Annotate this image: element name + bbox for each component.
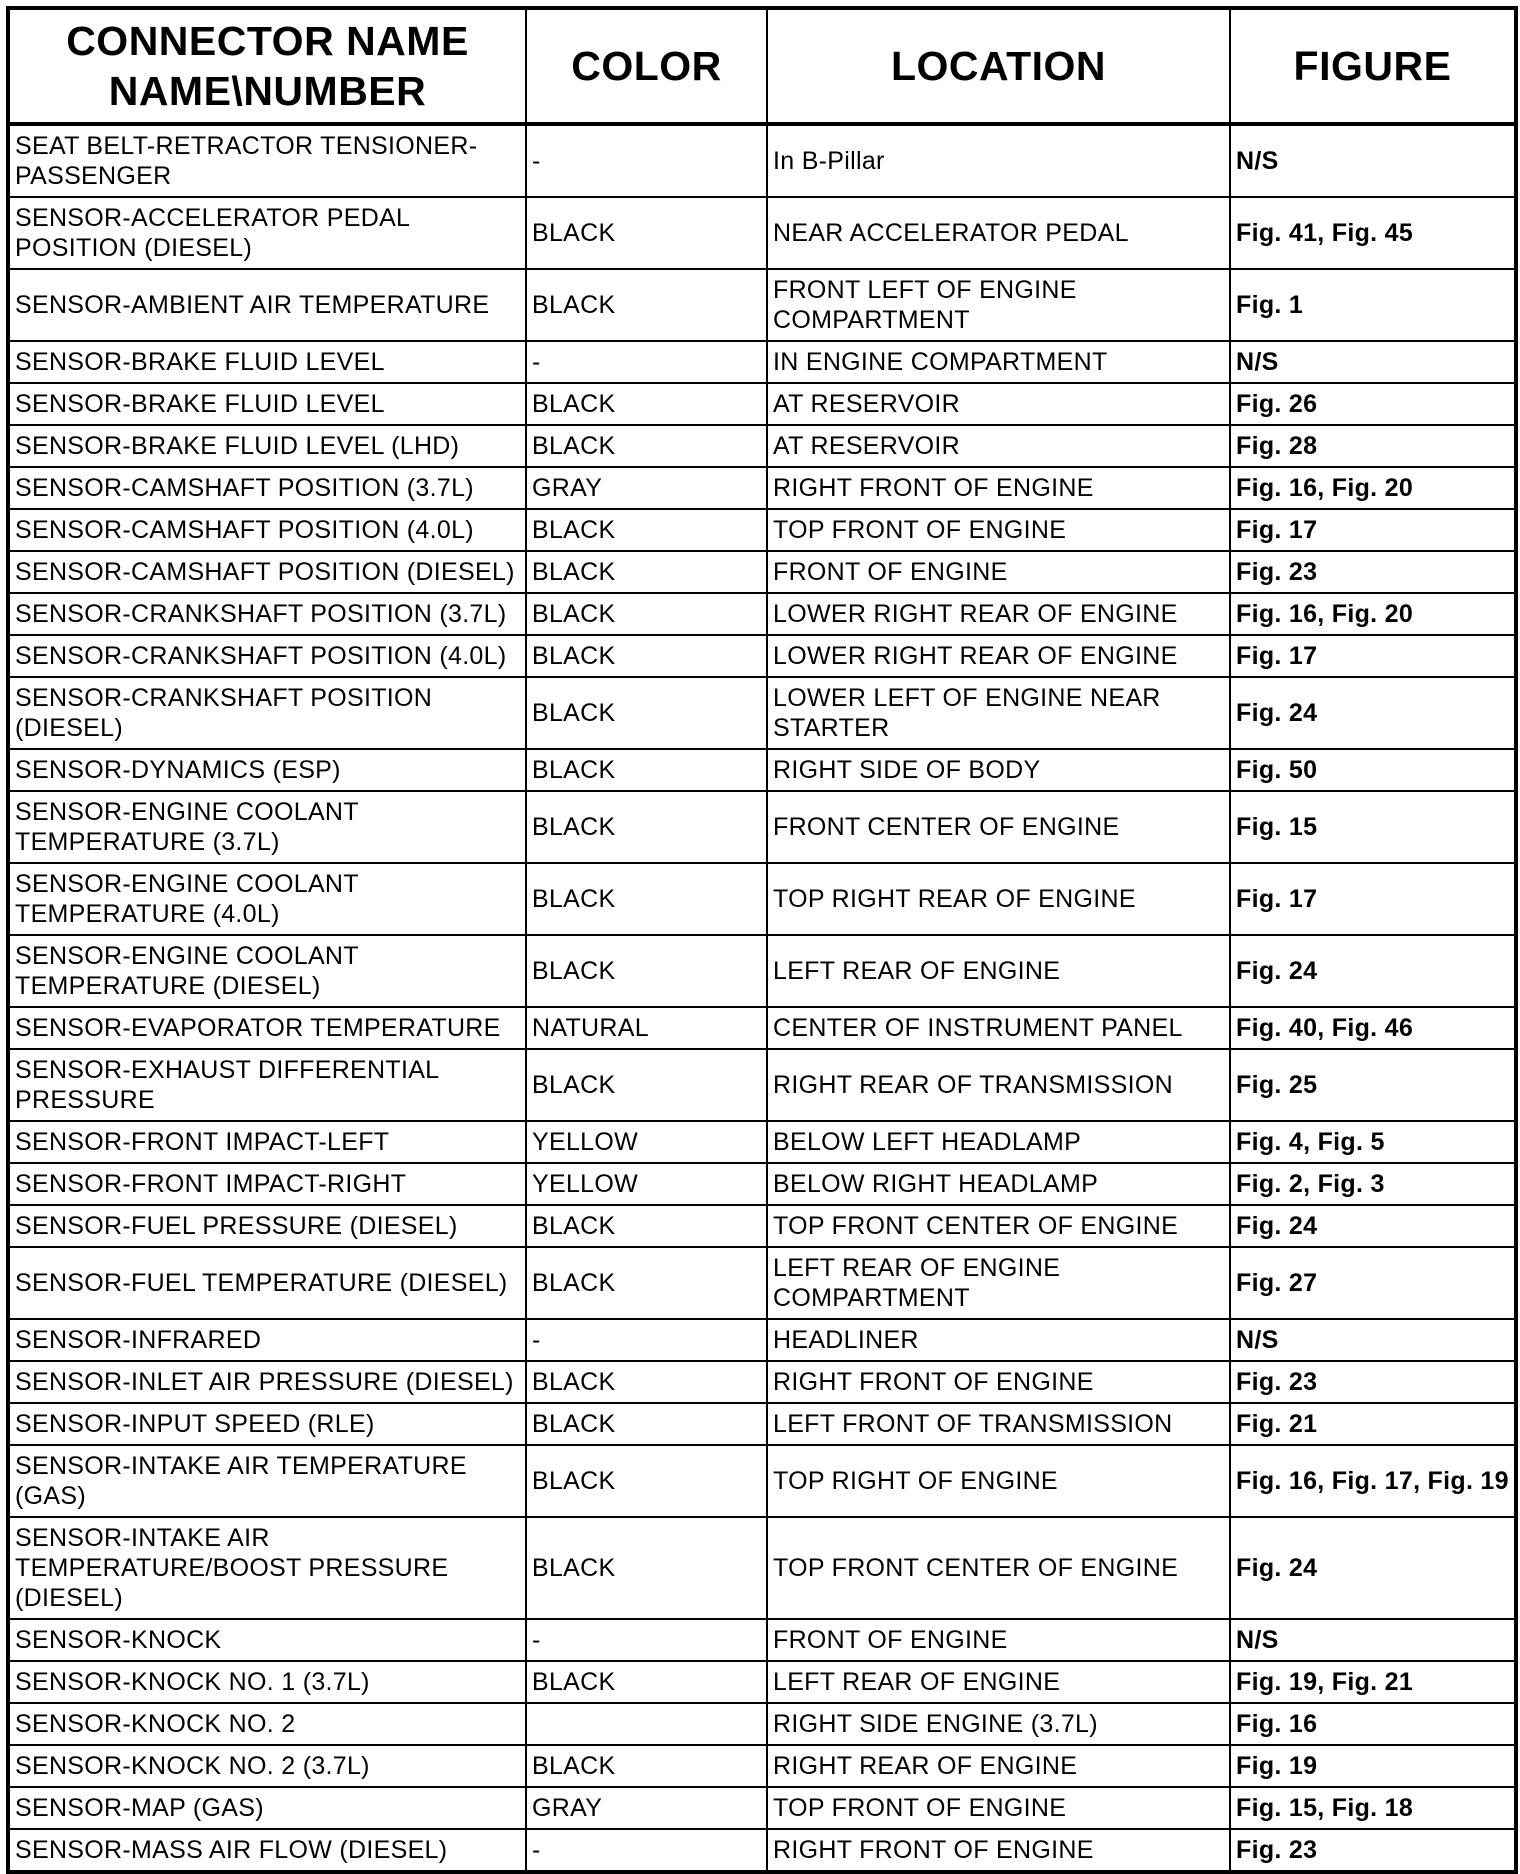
cell-location: LEFT REAR OF ENGINE COMPARTMENT: [767, 1247, 1230, 1319]
cell-name: SENSOR-FRONT IMPACT-RIGHT: [8, 1163, 526, 1205]
cell-location: AT RESERVOIR: [767, 425, 1230, 467]
cell-figure: Fig. 17: [1230, 509, 1516, 551]
cell-name: SENSOR-INLET AIR PRESSURE (DIESEL): [8, 1361, 526, 1403]
cell-color: BLACK: [526, 1403, 767, 1445]
cell-location: RIGHT REAR OF TRANSMISSION: [767, 1049, 1230, 1121]
header-color: COLOR: [526, 8, 767, 124]
cell-figure: Fig. 28: [1230, 425, 1516, 467]
cell-color: BLACK: [526, 383, 767, 425]
cell-name: SENSOR-FRONT IMPACT-LEFT: [8, 1121, 526, 1163]
table-row: [8, 935, 1516, 1007]
cell-name: SENSOR-CRANKSHAFT POSITION (DIESEL): [8, 677, 526, 749]
header-name: CONNECTOR NAME NAME\NUMBER: [8, 8, 526, 124]
cell-figure: Fig. 41, Fig. 45: [1230, 197, 1516, 269]
cell-location: LEFT REAR OF ENGINE: [767, 935, 1230, 1007]
cell-name: SENSOR-CAMSHAFT POSITION (3.7L): [8, 467, 526, 509]
cell-location: TOP FRONT CENTER OF ENGINE: [767, 1517, 1230, 1619]
cell-color: BLACK: [526, 1049, 767, 1121]
cell-figure: Fig. 15, Fig. 18: [1230, 1787, 1516, 1829]
cell-location: FRONT LEFT OF ENGINE COMPARTMENT: [767, 269, 1230, 341]
cell-color: -: [526, 1319, 767, 1361]
connector-table-page: [6, 6, 1518, 1874]
cell-name: SENSOR-CRANKSHAFT POSITION (3.7L): [8, 593, 526, 635]
cell-color: -: [526, 1829, 767, 1872]
table-row: [8, 677, 1516, 749]
cell-figure: N/S: [1230, 1619, 1516, 1661]
cell-location: RIGHT FRONT OF ENGINE: [767, 467, 1230, 509]
cell-figure: Fig. 25: [1230, 1049, 1516, 1121]
cell-figure: Fig. 24: [1230, 677, 1516, 749]
table-row: [8, 509, 1516, 551]
table-row: [8, 1745, 1516, 1787]
cell-color: BLACK: [526, 593, 767, 635]
cell-name: SENSOR-BRAKE FLUID LEVEL (LHD): [8, 425, 526, 467]
table-row: [8, 1007, 1516, 1049]
table-row: [8, 1661, 1516, 1703]
cell-figure: Fig. 24: [1230, 1517, 1516, 1619]
cell-name: SENSOR-CAMSHAFT POSITION (DIESEL): [8, 551, 526, 593]
cell-location: FRONT OF ENGINE: [767, 1619, 1230, 1661]
cell-color: BLACK: [526, 677, 767, 749]
cell-location: RIGHT FRONT OF ENGINE: [767, 1829, 1230, 1872]
cell-location: RIGHT SIDE OF BODY: [767, 749, 1230, 791]
cell-location: TOP FRONT OF ENGINE: [767, 509, 1230, 551]
header-row: [8, 8, 1516, 124]
cell-color: BLACK: [526, 1361, 767, 1403]
cell-figure: Fig. 23: [1230, 1361, 1516, 1403]
cell-color: YELLOW: [526, 1163, 767, 1205]
cell-figure: Fig. 2, Fig. 3: [1230, 1163, 1516, 1205]
cell-name: SENSOR-FUEL TEMPERATURE (DIESEL): [8, 1247, 526, 1319]
cell-location: BELOW LEFT HEADLAMP: [767, 1121, 1230, 1163]
cell-color: NATURAL: [526, 1007, 767, 1049]
table-row: [8, 341, 1516, 383]
cell-name: SENSOR-MASS AIR FLOW (DIESEL): [8, 1829, 526, 1872]
cell-name: SENSOR-EVAPORATOR TEMPERATURE: [8, 1007, 526, 1049]
cell-name: SENSOR-BRAKE FLUID LEVEL: [8, 383, 526, 425]
cell-figure: Fig. 19, Fig. 21: [1230, 1661, 1516, 1703]
cell-name: SENSOR-EXHAUST DIFFERENTIAL PRESSURE: [8, 1049, 526, 1121]
cell-location: RIGHT REAR OF ENGINE: [767, 1745, 1230, 1787]
cell-name: SENSOR-ENGINE COOLANT TEMPERATURE (4.0L): [8, 863, 526, 935]
table-row: [8, 1619, 1516, 1661]
cell-name: SENSOR-FUEL PRESSURE (DIESEL): [8, 1205, 526, 1247]
cell-name: SENSOR-INTAKE AIR TEMPERATURE (GAS): [8, 1445, 526, 1517]
cell-color: BLACK: [526, 1205, 767, 1247]
cell-figure: Fig. 15: [1230, 791, 1516, 863]
cell-location: LOWER RIGHT REAR OF ENGINE: [767, 593, 1230, 635]
cell-name: SEAT BELT-RETRACTOR TENSIONER-PASSENGER: [8, 124, 526, 197]
table-row: [8, 749, 1516, 791]
cell-location: IN ENGINE COMPARTMENT: [767, 341, 1230, 383]
cell-figure: Fig. 16, Fig. 17, Fig. 19: [1230, 1445, 1516, 1517]
cell-name: SENSOR-CAMSHAFT POSITION (4.0L): [8, 509, 526, 551]
cell-name: SENSOR-KNOCK NO. 1 (3.7L): [8, 1661, 526, 1703]
cell-location: In B-Pillar: [767, 124, 1230, 197]
cell-color: BLACK: [526, 635, 767, 677]
cell-figure: Fig. 23: [1230, 1829, 1516, 1872]
table-row: [8, 791, 1516, 863]
table-row: [8, 269, 1516, 341]
table-row: [8, 1319, 1516, 1361]
cell-figure: Fig. 23: [1230, 551, 1516, 593]
cell-name: SENSOR-INTAKE AIR TEMPERATURE/BOOST PRESSURE (DIESEL): [8, 1517, 526, 1619]
cell-name: SENSOR-CRANKSHAFT POSITION (4.0L): [8, 635, 526, 677]
cell-color: BLACK: [526, 1745, 767, 1787]
cell-location: TOP FRONT CENTER OF ENGINE: [767, 1205, 1230, 1247]
cell-figure: Fig. 26: [1230, 383, 1516, 425]
table-row: [8, 1517, 1516, 1619]
table-row: [8, 197, 1516, 269]
cell-location: HEADLINER: [767, 1319, 1230, 1361]
cell-color: BLACK: [526, 791, 767, 863]
cell-location: AT RESERVOIR: [767, 383, 1230, 425]
cell-figure: Fig. 17: [1230, 635, 1516, 677]
table-row: [8, 1361, 1516, 1403]
table-row: [8, 1205, 1516, 1247]
cell-name: SENSOR-KNOCK NO. 2: [8, 1703, 526, 1745]
table-row: [8, 1787, 1516, 1829]
cell-color: GRAY: [526, 1787, 767, 1829]
cell-location: RIGHT SIDE ENGINE (3.7L): [767, 1703, 1230, 1745]
cell-location: TOP RIGHT OF ENGINE: [767, 1445, 1230, 1517]
cell-color: BLACK: [526, 935, 767, 1007]
cell-figure: N/S: [1230, 1319, 1516, 1361]
cell-figure: Fig. 21: [1230, 1403, 1516, 1445]
cell-figure: Fig. 40, Fig. 46: [1230, 1007, 1516, 1049]
table-row: [8, 1829, 1516, 1872]
cell-name: SENSOR-ACCELERATOR PEDAL POSITION (DIESEL): [8, 197, 526, 269]
cell-color: BLACK: [526, 1517, 767, 1619]
cell-location: RIGHT FRONT OF ENGINE: [767, 1361, 1230, 1403]
cell-color: GRAY: [526, 467, 767, 509]
cell-figure: Fig. 19: [1230, 1745, 1516, 1787]
connector-table: [6, 6, 1518, 1874]
cell-location: FRONT CENTER OF ENGINE: [767, 791, 1230, 863]
cell-color: BLACK: [526, 425, 767, 467]
cell-location: LEFT FRONT OF TRANSMISSION: [767, 1403, 1230, 1445]
table-row: [8, 1247, 1516, 1319]
cell-color: BLACK: [526, 1661, 767, 1703]
table-row: [8, 863, 1516, 935]
cell-location: FRONT OF ENGINE: [767, 551, 1230, 593]
table-row: [8, 425, 1516, 467]
cell-figure: N/S: [1230, 124, 1516, 197]
cell-color: BLACK: [526, 269, 767, 341]
cell-color: BLACK: [526, 863, 767, 935]
cell-location: TOP FRONT OF ENGINE: [767, 1787, 1230, 1829]
table-row: [8, 124, 1516, 197]
cell-name: SENSOR-INPUT SPEED (RLE): [8, 1403, 526, 1445]
cell-color: BLACK: [526, 197, 767, 269]
table-row: [8, 1445, 1516, 1517]
cell-figure: N/S: [1230, 341, 1516, 383]
header-figure: FIGURE: [1230, 8, 1516, 124]
cell-color: BLACK: [526, 509, 767, 551]
cell-name: SENSOR-MAP (GAS): [8, 1787, 526, 1829]
cell-name: SENSOR-BRAKE FLUID LEVEL: [8, 341, 526, 383]
cell-name: SENSOR-KNOCK: [8, 1619, 526, 1661]
cell-name: SENSOR-ENGINE COOLANT TEMPERATURE (3.7L): [8, 791, 526, 863]
cell-color: YELLOW: [526, 1121, 767, 1163]
cell-name: SENSOR-AMBIENT AIR TEMPERATURE: [8, 269, 526, 341]
cell-color: -: [526, 341, 767, 383]
header-location: LOCATION: [767, 8, 1230, 124]
cell-color: BLACK: [526, 551, 767, 593]
cell-figure: Fig. 17: [1230, 863, 1516, 935]
table-row: [8, 467, 1516, 509]
cell-figure: Fig. 50: [1230, 749, 1516, 791]
table-row: [8, 1049, 1516, 1121]
cell-name: SENSOR-ENGINE COOLANT TEMPERATURE (DIESEL): [8, 935, 526, 1007]
cell-location: LOWER RIGHT REAR OF ENGINE: [767, 635, 1230, 677]
cell-location: CENTER OF INSTRUMENT PANEL: [767, 1007, 1230, 1049]
table-row: [8, 1403, 1516, 1445]
cell-figure: Fig. 4, Fig. 5: [1230, 1121, 1516, 1163]
cell-color: -: [526, 124, 767, 197]
cell-location: BELOW RIGHT HEADLAMP: [767, 1163, 1230, 1205]
table-body: [8, 124, 1516, 1872]
cell-figure: Fig. 16, Fig. 20: [1230, 593, 1516, 635]
cell-color: BLACK: [526, 1247, 767, 1319]
cell-figure: Fig. 24: [1230, 935, 1516, 1007]
cell-figure: Fig. 16, Fig. 20: [1230, 467, 1516, 509]
cell-figure: Fig. 16: [1230, 1703, 1516, 1745]
cell-location: LOWER LEFT OF ENGINE NEAR STARTER: [767, 677, 1230, 749]
cell-name: SENSOR-INFRARED: [8, 1319, 526, 1361]
cell-figure: Fig. 1: [1230, 269, 1516, 341]
table-row: [8, 635, 1516, 677]
cell-figure: Fig. 27: [1230, 1247, 1516, 1319]
table-row: [8, 383, 1516, 425]
cell-location: NEAR ACCELERATOR PEDAL: [767, 197, 1230, 269]
table-row: [8, 551, 1516, 593]
cell-location: LEFT REAR OF ENGINE: [767, 1661, 1230, 1703]
cell-figure: Fig. 24: [1230, 1205, 1516, 1247]
table-row: [8, 593, 1516, 635]
table-row: [8, 1703, 1516, 1745]
table-row: [8, 1121, 1516, 1163]
cell-color: [526, 1703, 767, 1745]
cell-color: BLACK: [526, 1445, 767, 1517]
cell-name: SENSOR-KNOCK NO. 2 (3.7L): [8, 1745, 526, 1787]
table-row: [8, 1163, 1516, 1205]
cell-name: SENSOR-DYNAMICS (ESP): [8, 749, 526, 791]
cell-color: -: [526, 1619, 767, 1661]
cell-location: TOP RIGHT REAR OF ENGINE: [767, 863, 1230, 935]
cell-color: BLACK: [526, 749, 767, 791]
